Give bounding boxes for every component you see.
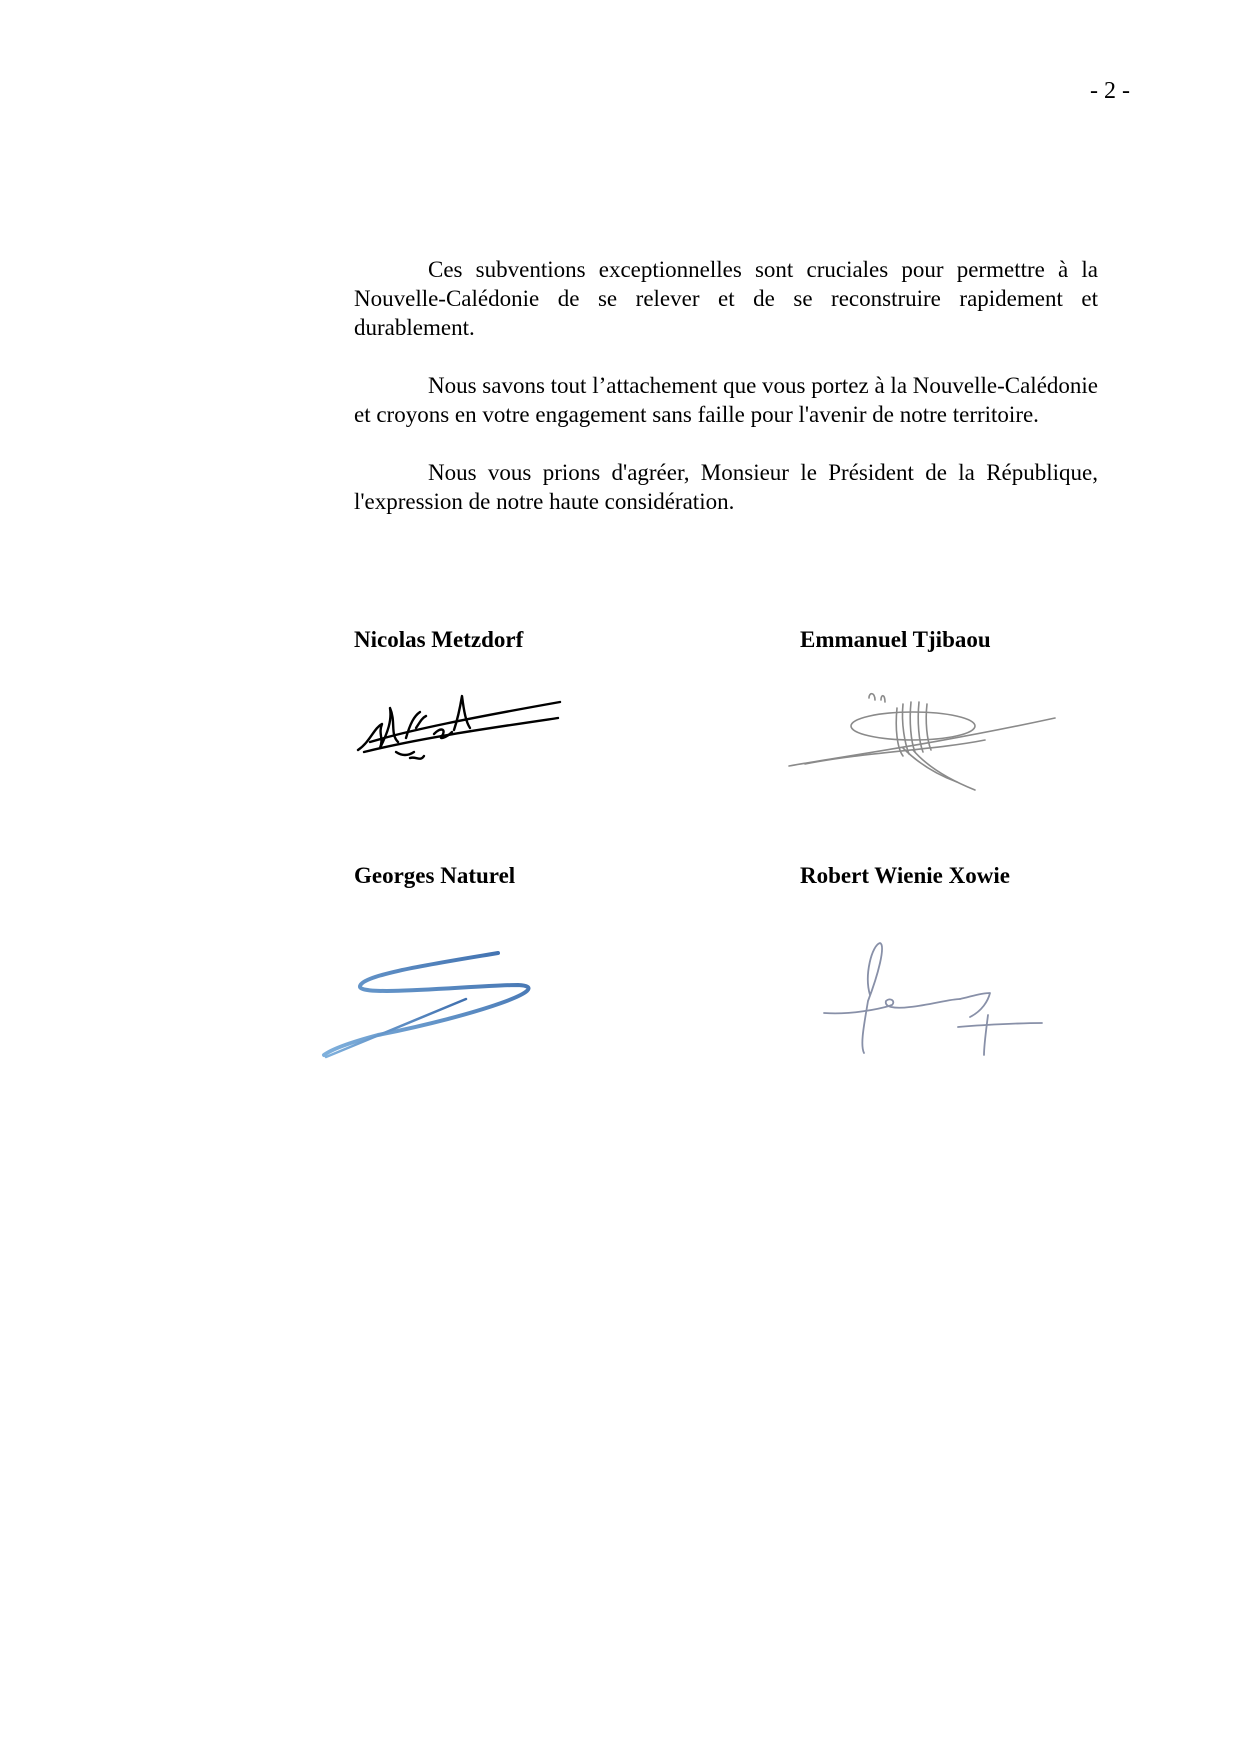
- signature-xowie: [820, 935, 1050, 1060]
- signatory-name-naturel: Georges Naturel: [354, 863, 516, 888]
- letter-body: [354, 255, 1098, 545]
- signature-metzdorf: [350, 672, 570, 762]
- signatory-name-metzdorf: Nicolas Metzdorf: [354, 627, 524, 652]
- signatory-name-xowie: Robert Wienie Xowie: [800, 863, 1010, 888]
- signature-tjibaou: [785, 688, 1065, 798]
- page-number: - 2 -: [1090, 78, 1130, 104]
- signatory-name-tjibaou: Emmanuel Tjibaou: [800, 627, 991, 652]
- paragraph-subsidies: Ces subventions exceptionnelles sont cruciales pour permettre à la Nouvelle-Calédonie de se relever et de se reconstruire rapidement et durablement.: [354, 257, 1098, 340]
- paragraph-attachment: Nous savons tout l’attachement que vous portez à la Nouvelle-Calédonie et croyons en votre engagement sans faille pour l'avenir de notre territoire.: [354, 373, 1098, 427]
- paragraph-closing: Nous vous prions d'agréer, Monsieur le Président de la République, l'expression de notre haute considération.: [354, 460, 1098, 514]
- signature-naturel: [318, 945, 568, 1065]
